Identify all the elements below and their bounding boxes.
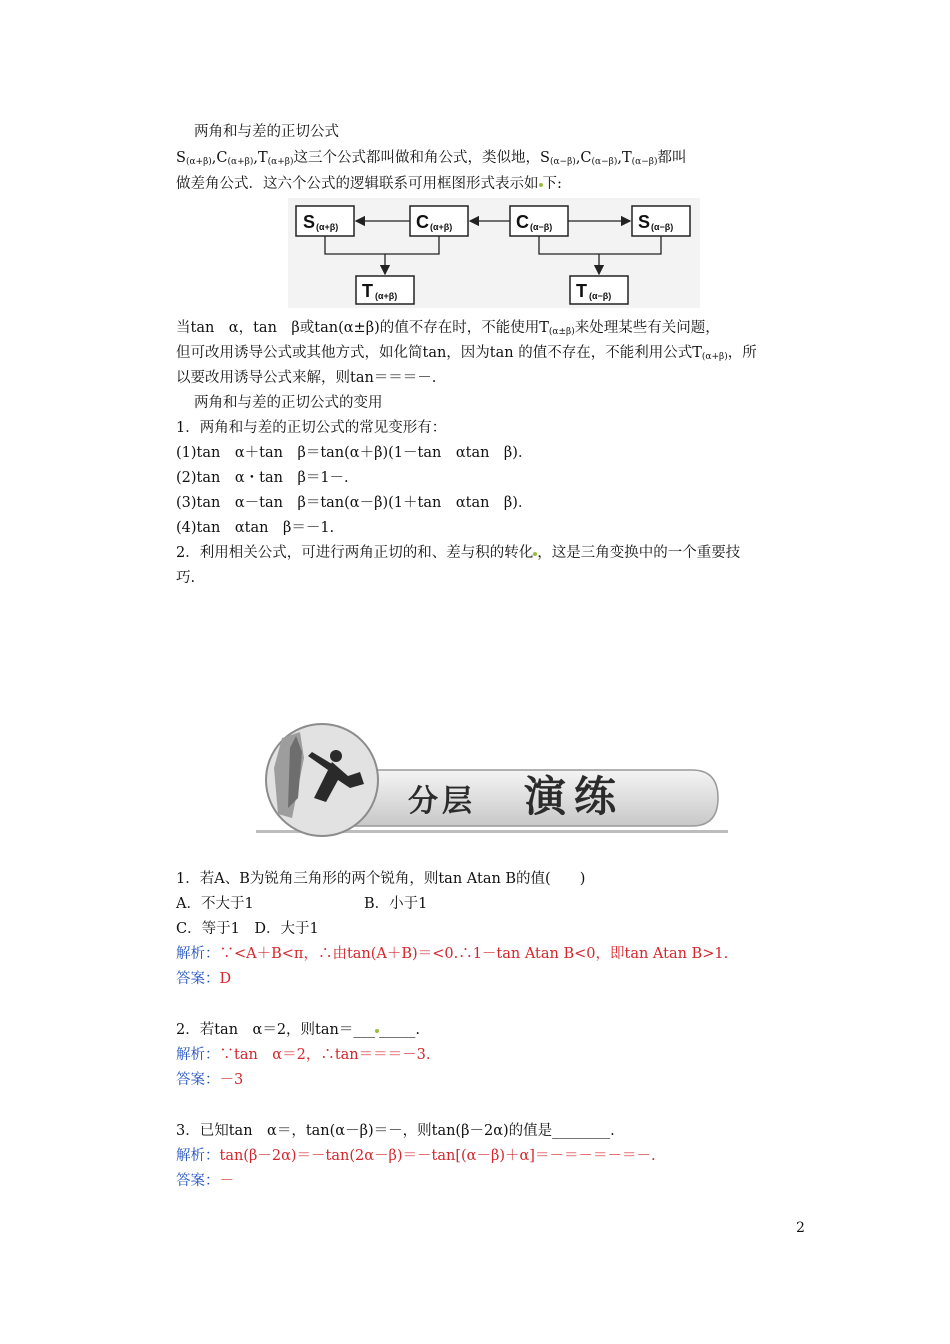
list-item-2: 2．利用相关公式，可进行两角正切的和、差与积的转化 ，这是三角变换中的一个重要技 bbox=[176, 545, 741, 561]
page-number: 2 bbox=[796, 1220, 805, 1236]
paragraph-1: $S_{(\alpha+\beta)},C_{(\alpha+\beta)},T_{(\alpha+\beta)}$这三个公式都叫做和角公式，类似地，$S_{(\alpha-\beta)},C_{(\alpha-\beta)},T_{(\alpha-\beta)}$都叫 bbox=[176, 150, 687, 167]
paragraph-2: 做差角公式．这六个公式的逻辑联系可用框图形式表示如 下: bbox=[176, 176, 562, 192]
svg-text:S: S bbox=[303, 212, 316, 232]
svg-text:T: T bbox=[362, 281, 373, 301]
svg-text:(α−β): (α−β) bbox=[530, 222, 553, 232]
svg-text:(α+β): (α+β) bbox=[375, 291, 398, 301]
paragraph-5: 以要改用诱导公式来解，则tan＝＝＝－. bbox=[176, 370, 437, 386]
list-item-1: 1．两角和与差的正切公式的常见变形有： bbox=[176, 420, 447, 436]
svg-text:(α−β): (α−β) bbox=[651, 222, 674, 232]
formula-4: (4)tan αtan β＝－1. bbox=[176, 520, 335, 536]
q2-answer: 答案：－3 bbox=[176, 1072, 244, 1088]
svg-text:(α+β): (α+β) bbox=[430, 222, 453, 232]
q1-answer: 答案：D bbox=[176, 971, 232, 987]
q2-solution: 解析：∵tan α＝2，∴tan＝＝＝－3. bbox=[176, 1047, 431, 1063]
question-3: 3．已知tan α＝，tan(α－β)＝－，则tan(β－2α)的值是________. bbox=[176, 1123, 615, 1139]
list-item-2-cont: 巧. bbox=[176, 570, 196, 586]
heading-variations: 两角和与差的正切公式的变用 bbox=[194, 395, 383, 411]
q3-solution: 解析：tan(β－2α)＝－tan(2α－β)＝－tan[(α－β)＋α]＝－＝－＝－＝－. bbox=[176, 1148, 656, 1164]
question-2: 2．若tan α＝2，则tan＝___ _____. bbox=[176, 1022, 420, 1038]
heading-tangent-formula: 两角和与差的正切公式 bbox=[194, 124, 339, 140]
q1-option-b: B．小于1 bbox=[364, 896, 428, 912]
formula-diagram bbox=[288, 198, 700, 308]
question-1: 1．若A、B为锐角三角形的两个锐角，则tan Atan B的值( ) bbox=[176, 871, 586, 887]
banner-title-a: 分层 bbox=[408, 784, 476, 819]
svg-text:S: S bbox=[638, 212, 651, 232]
formula-3: (3)tan α－tan β＝tan(α－β)(1＋tan αtan β)． bbox=[176, 495, 533, 511]
q1-solution: 解析：∵<A＋B<π，∴由tan(A＋B)＝<0.∴1－tan Atan B<0，即tan Atan B>1. bbox=[176, 946, 729, 962]
formula-2: (2)tan α・tan β＝1－. bbox=[176, 470, 349, 486]
q3-answer: 答案：－ bbox=[176, 1173, 234, 1189]
svg-text:(α−β): (α−β) bbox=[589, 291, 612, 301]
svg-text:C: C bbox=[416, 212, 429, 232]
svg-text:(α+β): (α+β) bbox=[316, 222, 339, 232]
section-banner bbox=[252, 718, 732, 840]
q1-option-cd: C．等于1 D．大于1 bbox=[176, 921, 319, 937]
formula-1: (1)tan α＋tan β＝tan(α＋β)(1－tan αtan β)． bbox=[176, 445, 533, 461]
svg-text:T: T bbox=[576, 281, 587, 301]
q1-option-a: A．不大于1 bbox=[176, 896, 254, 912]
paragraph-3: 当tan α，tan β或tan(α±β)的值不存在时，不能使用$T_{(\alpha\pm\beta)}$来处理某些有关问题， bbox=[176, 320, 720, 337]
svg-text:C: C bbox=[516, 212, 529, 232]
paragraph-4: 但可改用诱导公式或其他方式，如化简tan，因为tan 的值不存在，不能利用公式$T_{(\alpha+\beta)}$，所 bbox=[176, 345, 757, 362]
banner-title-b: 演练 bbox=[524, 772, 625, 821]
